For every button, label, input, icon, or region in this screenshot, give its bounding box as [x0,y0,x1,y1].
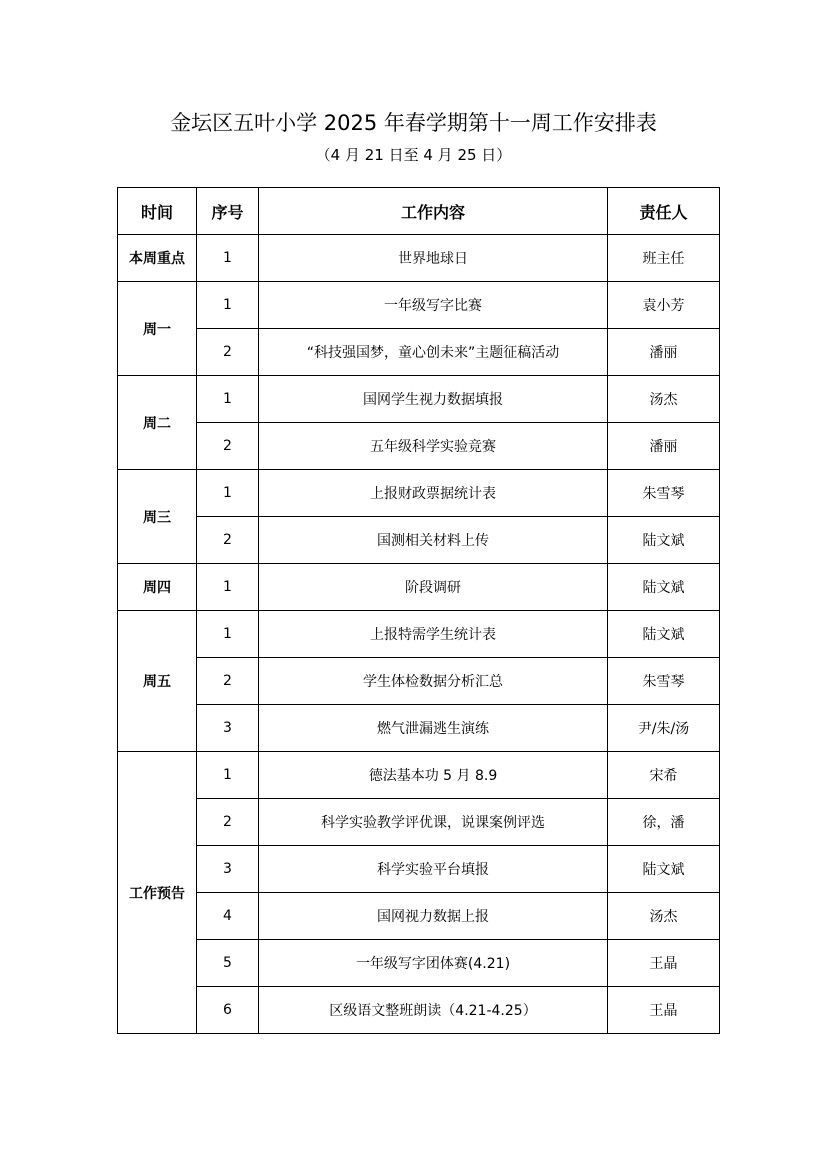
task-cell: 世界地球日 [259,235,608,282]
task-cell: 德法基本功 5 月 8.9 [259,752,608,799]
table-row [118,658,720,705]
task-cell: 学生体检数据分析汇总 [259,658,608,705]
day-label: 本周重点 [118,235,197,282]
header-time: 时间 [118,188,197,235]
task-cell: 区级语文整班朗读（4.21-4.25） [259,987,608,1034]
table-row [118,470,720,517]
seq-cell: 3 [197,846,259,893]
owner-cell: 陆文斌 [608,564,720,611]
task-cell: “科技强国梦，童心创未来”主题征稿活动 [259,329,608,376]
seq-cell: 2 [197,658,259,705]
task-cell: 阶段调研 [259,564,608,611]
schedule-body [118,235,720,1034]
seq-cell: 3 [197,705,259,752]
table-row [118,987,720,1034]
schedule-table [117,187,720,1034]
seq-cell: 1 [197,376,259,423]
table-row [118,846,720,893]
day-label: 周四 [118,564,197,611]
table-row [118,752,720,799]
day-label: 周五 [118,611,197,752]
owner-cell: 陆文斌 [608,611,720,658]
owner-cell: 班主任 [608,235,720,282]
owner-cell: 朱雪琴 [608,470,720,517]
table-row [118,705,720,752]
day-label: 周二 [118,376,197,470]
owner-cell: 宋希 [608,752,720,799]
seq-cell: 1 [197,470,259,517]
seq-cell: 1 [197,235,259,282]
task-cell: 科学实验平台填报 [259,846,608,893]
seq-cell: 2 [197,517,259,564]
document-subtitle: （4 月 21 日至 4 月 25 日） [315,146,512,164]
task-cell: 国网学生视力数据填报 [259,376,608,423]
table-header-row [118,188,720,235]
header-seq: 序号 [197,188,259,235]
owner-cell: 陆文斌 [608,517,720,564]
seq-cell: 2 [197,799,259,846]
task-cell: 五年级科学实验竞赛 [259,423,608,470]
seq-cell: 1 [197,611,259,658]
owner-cell: 王晶 [608,940,720,987]
task-cell: 科学实验教学评优课，说课案例评选 [259,799,608,846]
seq-cell: 6 [197,987,259,1034]
table-row [118,611,720,658]
table-row [118,376,720,423]
day-label: 周三 [118,470,197,564]
task-cell: 上报特需学生统计表 [259,611,608,658]
task-cell: 国网视力数据上报 [259,893,608,940]
table-row [118,282,720,329]
owner-cell: 汤杰 [608,376,720,423]
day-label: 周一 [118,282,197,376]
task-cell: 一年级写字比赛 [259,282,608,329]
owner-cell: 潘丽 [608,423,720,470]
table-row [118,423,720,470]
task-cell: 国测相关材料上传 [259,517,608,564]
seq-cell: 1 [197,564,259,611]
owner-cell: 徐，潘 [608,799,720,846]
seq-cell: 1 [197,752,259,799]
table-row [118,517,720,564]
table-row [118,564,720,611]
seq-cell: 5 [197,940,259,987]
seq-cell: 2 [197,423,259,470]
owner-cell: 朱雪琴 [608,658,720,705]
seq-cell: 2 [197,329,259,376]
document-title: 金坛区五叶小学 2025 年春学期第十一周工作安排表 [170,111,657,135]
task-cell: 一年级写字团体赛(4.21) [259,940,608,987]
header-content: 工作内容 [259,188,608,235]
table-row [118,799,720,846]
task-cell: 上报财政票据统计表 [259,470,608,517]
day-label: 工作预告 [118,752,197,1034]
seq-cell: 4 [197,893,259,940]
owner-cell: 王晶 [608,987,720,1034]
table-row [118,893,720,940]
header-owner: 责任人 [608,188,720,235]
table-row [118,940,720,987]
seq-cell: 1 [197,282,259,329]
table-row [118,329,720,376]
owner-cell: 陆文斌 [608,846,720,893]
table-row [118,235,720,282]
owner-cell: 袁小芳 [608,282,720,329]
owner-cell: 尹/朱/汤 [608,705,720,752]
task-cell: 燃气泄漏逃生演练 [259,705,608,752]
owner-cell: 汤杰 [608,893,720,940]
owner-cell: 潘丽 [608,329,720,376]
